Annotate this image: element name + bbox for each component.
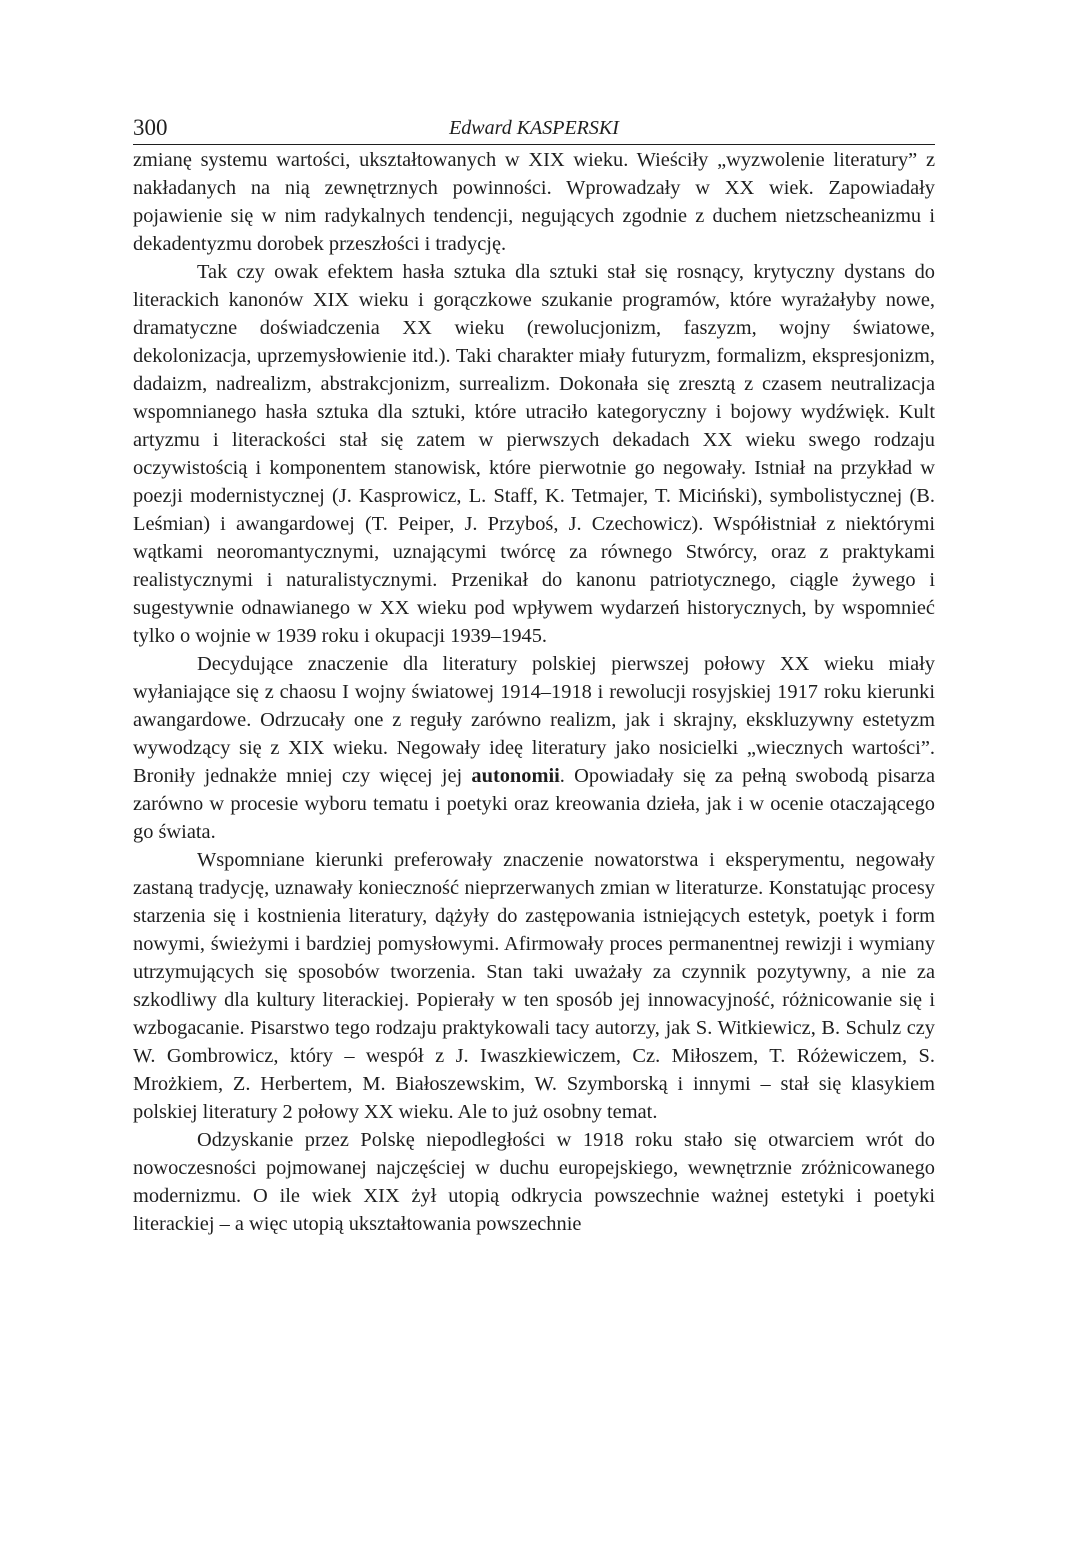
page-header xyxy=(133,112,935,145)
paragraph: zmianę systemu wartości, ukształtowanych w XIX wieku. Wieściły „wyzwolenie literatury” z nakładanych na nią zewnętrznych powinności. Wprowadzały w XX wiek. Zapowiadały pojawienie się w nim radykalnych tendencji, negujących zgodnie z duchem nietzscheanizmu i dekadentyzmu dorobek przeszłości i tradycję. xyxy=(133,149,935,255)
page xyxy=(133,112,935,1238)
body-text xyxy=(133,146,935,1238)
paragraph: Tak czy owak efektem hasła sztuka dla sztuki stał się rosnący, krytyczny dystans do literackich kanonów XIX wieku i gorączkowe szukanie programów, które wyrażałyby nowe, dramatyczne doświadczenia XX wieku (rewolucjonizm, faszyzm, wojny światowe, dekolonizacja, uprzemysłowienie itd.). Taki charakter miały futuryzm, formalizm, ekspresjonizm, dadaizm, nadrealizm, abstrakcjonizm, surrealizm. Dokonała się zresztą z czasem neutralizacja wspomnianego hasła sztuka dla sztuki, które utraciło kategoryczny i bojowy wydźwięk. Kult artyzmu i literackości stał się zatem w pierwszych dekadach XX wieku swego rodzaju oczywistością i komponentem stanowisk, które pierwotnie go negowały. Istniał na przykład w poezji modernistycznej (J. Kasprowicz, L. Staff, K. Tetmajer, T. Miciński), symbolistycznej (B. Leśmian) i awangardowej (T. Peiper, J. Przyboś, J. Czechowicz). Współistniał z niektórymi wątkami neoromantycznymi, uznającymi twórcę za równego Stwórcy, oraz z praktykami realistycznymi i naturalistycznymi. Przenikał do kanonu patriotycznego, ciągle żywego i sugestywnie odnawianego w XX wieku pod wpływem wydarzeń historycznych, by wspomnieć tylko o wojnie w 1939 roku i okupacji 1939–1945. xyxy=(133,261,935,647)
running-head-author: Edward KASPERSKI xyxy=(449,117,619,139)
bold-term: autonomii xyxy=(471,765,560,787)
page-number: 300 xyxy=(133,115,168,140)
paragraph-text: Decydujące znaczenie dla literatury polskiej pierwszej połowy XX wieku miały wyłaniające się z chaosu I wojny światowej 1914–1918 i rewolucji rosyjskiej 1917 roku kierunki awangardowe. Odrzucały one z reguły zarówno realizm, jak i skrajny, ekskluzywny estetyzm wywodzący się z XIX wieku. Negowały ideę literatury jako nosicielki „wiecznych wartości”. Broniły jednakże mniej czy więcej jej xyxy=(133,653,935,787)
paragraph-text: . Opowiadały się za pełną swobodą pisarza zarówno w procesie wyboru tematu i poetyki oraz kreowania dzieła, jak i w ocenie otaczającego go świata. xyxy=(133,765,935,843)
paragraph: Odzyskanie przez Polskę niepodległości w 1918 roku stało się otwarciem wrót do nowoczesności pojmowanej najczęściej w duchu europejskiego, wewnętrznie zróżnicowanego modernizmu. O ile wiek XIX żył utopią odkrycia powszechnie ważnej estetyki i poetyki literackiej – a więc utopią ukształtowania powszechnie xyxy=(133,1129,935,1235)
paragraph: Wspomniane kierunki preferowały znaczenie nowatorstwa i eksperymentu, negowały zastaną tradycję, uznawały konieczność nieprzerwanych zmian w literaturze. Konstatując procesy starzenia się i kostnienia literatury, dążyły do zastępowania istniejących estetyk, poetyk i form nowymi, świeżymi i bardziej pomysłowymi. Afirmowały proces permanentnej rewizji i wymiany utrzymujących się sposobów tworzenia. Stan taki uważały za czynnik pozytywny, a nie za szkodliwy dla kultury literackiej. Popierały w ten sposób jej innowacyjność, różnicowanie się i wzbogacanie. Pisarstwo tego rodzaju praktykowali tacy autorzy, jak S. Witkiewicz, B. Schulz czy W. Gombrowicz, który – wespół z J. Iwaszkiewiczem, Cz. Miłoszem, T. Różewiczem, S. Mrożkiem, Z. Herbertem, M. Białoszewskim, W. Szymborską i innymi – stał się klasykiem polskiej literatury 2 połowy XX wieku. Ale to już osobny temat. xyxy=(133,849,935,1123)
paragraph xyxy=(133,650,935,846)
